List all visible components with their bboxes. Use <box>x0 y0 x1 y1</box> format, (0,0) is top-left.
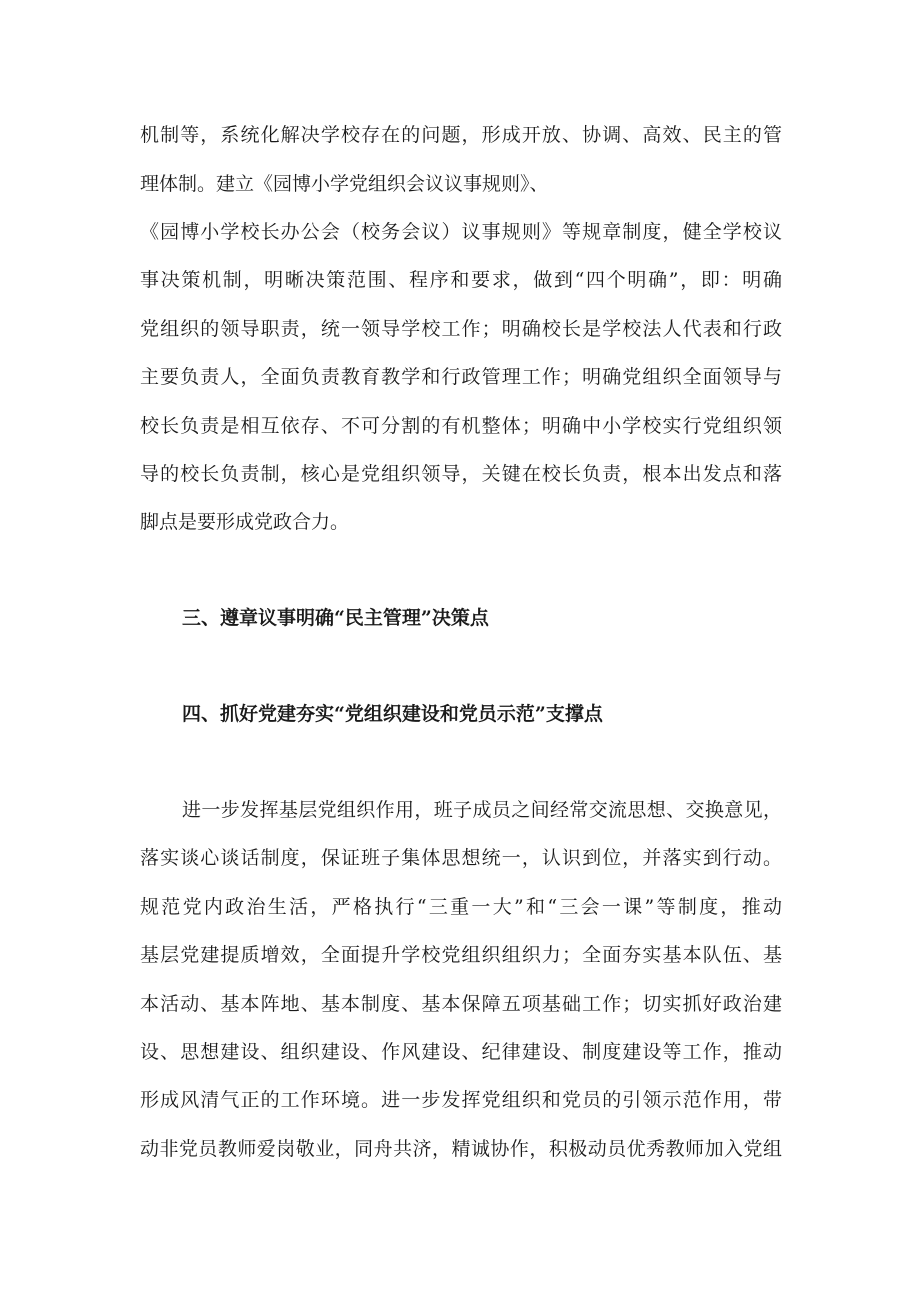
paragraph-line: 动非党员教师爱岗敬业，同舟共济，精诚协作，积极动员优秀教师加入党组 <box>140 1138 782 1160</box>
paragraph-line: 设、思想建设、组织建设、作风建设、纪律建设、制度建设等工作，推动 <box>140 1041 782 1063</box>
paragraph-line: 脚点是要形成党政合力。 <box>140 511 350 533</box>
paragraph-line: 校长负责是相互依存、不可分割的有机整体；明确中小学校实行党组织领 <box>140 415 782 437</box>
section-heading-4: 四、抓好党建夯实“党组织建设和党员示范”支撑点 <box>182 703 603 725</box>
paragraph-line: 进一步发挥基层党组织作用，班子成员之间经常交流思想、交换意见， <box>182 799 782 821</box>
paragraph-line: 落实谈心谈话制度，保证班子集体思想统一，认识到位，并落实到行动。 <box>140 847 782 869</box>
section-heading-3: 三、遵章议事明确“民主管理”决策点 <box>182 607 489 629</box>
paragraph-line: 本活动、基本阵地、基本制度、基本保障五项基础工作；切实抓好政治建 <box>140 993 782 1015</box>
paragraph-line: 党组织的领导职责，统一领导学校工作；明确校长是学校法人代表和行政 <box>140 318 782 340</box>
paragraph-line: 《园博小学校长办公会（校务会议）议事规则》等规章制度，健全学校议 <box>140 221 782 243</box>
paragraph-line: 基层党建提质增效，全面提升学校党组织组织力；全面夯实基本队伍、基 <box>140 944 782 966</box>
paragraph-line: 事决策机制，明晰决策范围、程序和要求，做到“四个明确”，即：明确 <box>140 269 782 291</box>
paragraph-line: 理体制。建立《园博小学党组织会议议事规则》、 <box>140 173 549 195</box>
paragraph-line: 机制等，系统化解决学校存在的问题，形成开放、协调、高效、民主的管 <box>140 124 782 146</box>
paragraph-line: 形成风清气正的工作环境。进一步发挥党组织和党员的引领示范作用，带 <box>140 1089 782 1111</box>
paragraph-line: 规范党内政治生活，严格执行“三重一大”和“三会一课”等制度，推动 <box>140 896 782 918</box>
paragraph-line: 导的校长负责制，核心是党组织领导，关键在校长负责，根本出发点和落 <box>140 463 782 485</box>
paragraph-line: 主要负责人，全面负责教育教学和行政管理工作；明确党组织全面领导与 <box>140 366 782 388</box>
